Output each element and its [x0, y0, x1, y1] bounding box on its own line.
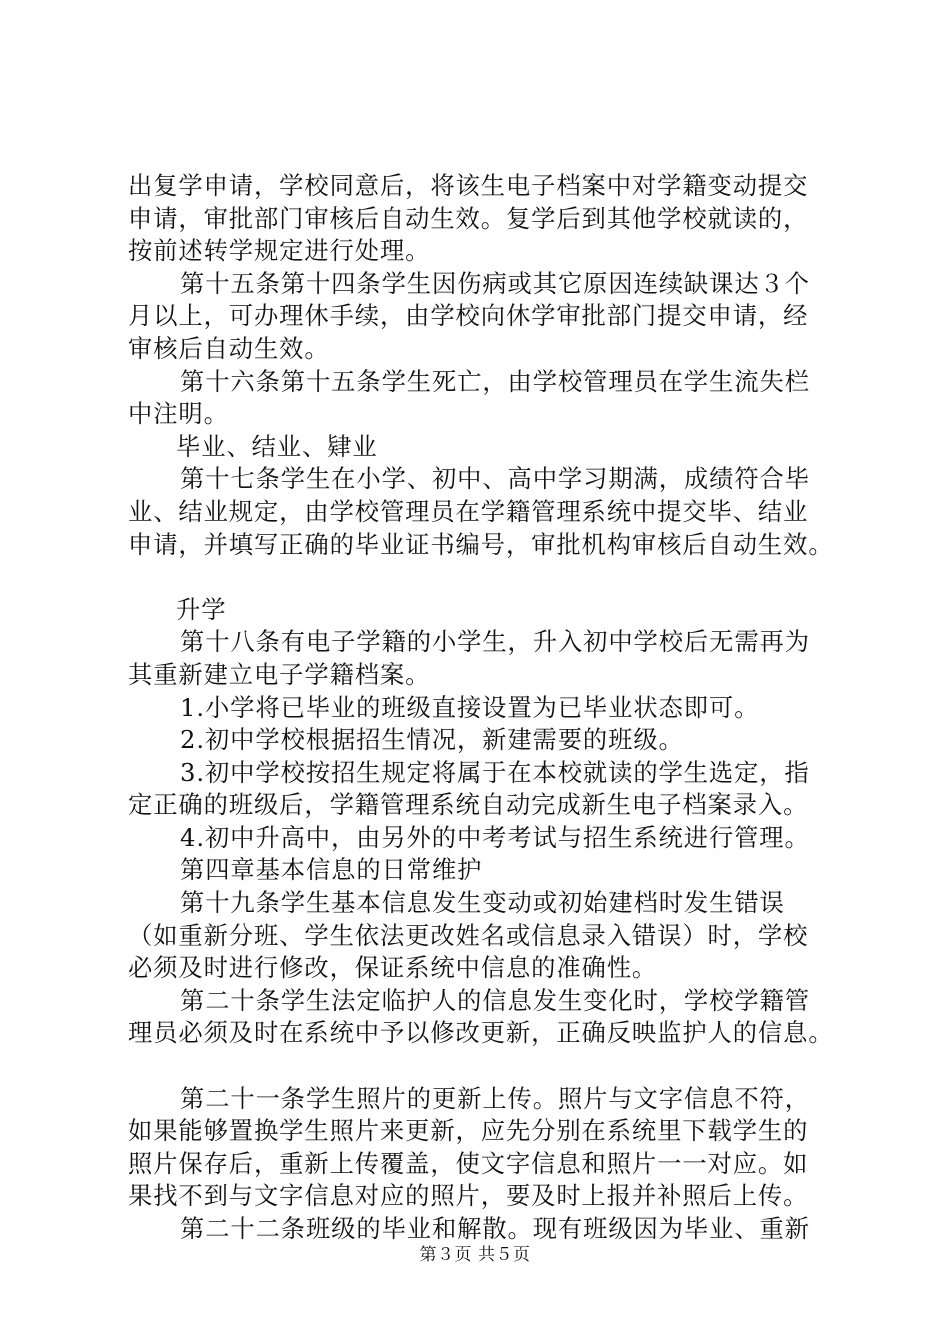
chapter-heading: 第四章基本信息的日常维护	[180, 855, 483, 885]
paragraph-start: 第十七条学生在小学、初中、高中学习期满，成绩符合毕	[180, 464, 810, 494]
list-item: 3.初中学校按招生规定将属于在本校就读的学生选定，指	[180, 757, 810, 787]
list-item: 4.初中升高中，由另外的中考考试与招生系统进行管理。	[180, 822, 810, 852]
paragraph-start: 第二十二条班级的毕业和解散。现有班级因为毕业、重新	[180, 1214, 810, 1243]
blank-line	[128, 561, 828, 594]
text-line: 出复学申请，学校同意后，将该生电子档案中对学籍变动提交	[128, 171, 809, 200]
list-item: 2.初中学校根据招生情况，新建需要的班级。	[180, 725, 684, 755]
paragraph-start: 第二十一条学生照片的更新上传。照片与文字信息不符，	[180, 1083, 810, 1113]
text-line: 申请，审批部门审核后自动生效。复学后到其他学校就读的，	[128, 203, 809, 233]
text-line: 按前述转学规定进行处理。	[128, 236, 431, 266]
text-line: 业、结业规定，由学校管理员在学籍管理系统中提交毕、结业	[128, 496, 809, 526]
paragraph-start: 第十六条第十五条学生死亡，由学校管理员在学生流失栏	[180, 366, 810, 396]
paragraph-start: 第十五条第十四条学生因伤病或其它原因连续缺课达３个	[180, 268, 810, 298]
text-line: 其重新建立电子学籍档案。	[128, 659, 431, 689]
list-item: 1.小学将已毕业的班级直接设置为已毕业状态即可。	[180, 692, 760, 722]
text-line: 理员必须及时在系统中予以修改更新，正确反映监护人的信息。	[128, 1018, 834, 1048]
section-heading: 毕业、结业、肄业	[176, 431, 378, 461]
text-line: 照片保存后，重新上传覆盖，使文字信息和照片一一对应。如	[128, 1148, 809, 1178]
text-line: （如重新分班、学生依法更改姓名或信息录入错误）时，学校	[128, 920, 809, 950]
text-line: 定正确的班级后，学籍管理系统自动完成新生电子档案录入。	[128, 790, 809, 820]
text-line: 申请，并填写正确的毕业证书编号，审批机构审核后自动生效。	[128, 529, 834, 559]
text-line: 中注明。	[128, 399, 229, 429]
paragraph-start: 第二十条学生法定临护人的信息发生变化时，学校学籍管	[180, 985, 810, 1015]
document-body	[128, 170, 834, 1246]
section-heading: 升学	[176, 594, 227, 624]
text-line: 如果能够置换学生照片来更新，应先分别在系统里下载学生的	[128, 1116, 809, 1146]
text-line: 审核后自动生效。	[128, 333, 330, 363]
page-number-footer: 第３页 共５页	[419, 1245, 531, 1265]
paragraph-start: 第十九条学生基本信息发生变动或初始建档时发生错误	[180, 888, 785, 918]
paragraph-start: 第十八条有电子学籍的小学生，升入初中学校后无需再为	[180, 627, 810, 657]
text-line: 果找不到与文字信息对应的照片，要及时上报并补照后上传。	[128, 1181, 809, 1211]
blank-line	[128, 1050, 828, 1083]
text-line: 必须及时进行修改，保证系统中信息的准确性。	[128, 953, 658, 983]
text-line: 月以上，可办理休手续，由学校向休学审批部门提交申请，经	[128, 301, 809, 331]
